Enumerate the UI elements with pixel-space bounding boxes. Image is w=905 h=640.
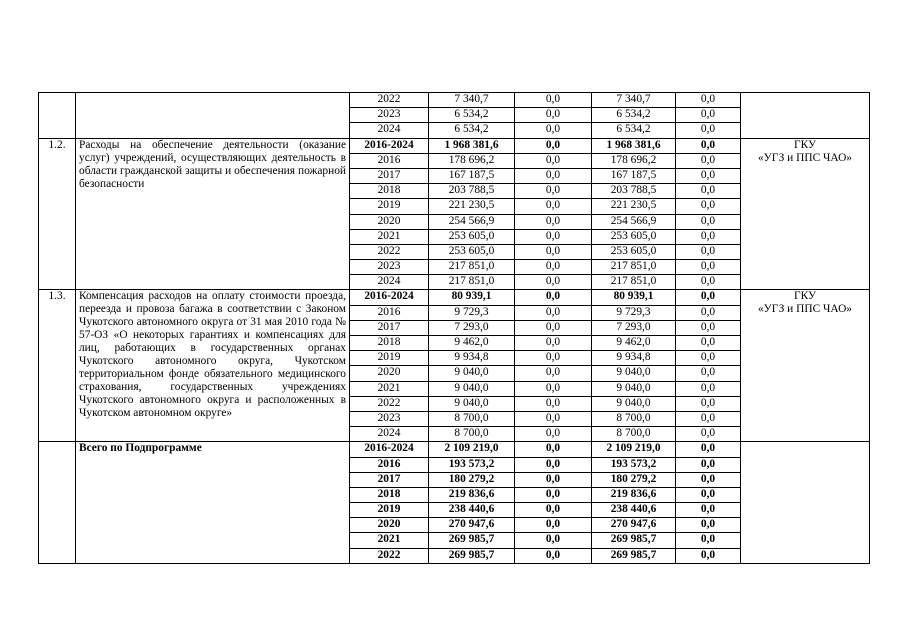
other-cell: 0,0 bbox=[676, 260, 741, 275]
year-cell: 2020 bbox=[350, 518, 429, 533]
regional-cell: 167 187,5 bbox=[592, 168, 676, 183]
regional-cell: 9 040,0 bbox=[592, 366, 676, 381]
year-cell: 2016 bbox=[350, 457, 429, 472]
regional-cell: 8 700,0 bbox=[592, 427, 676, 442]
year-cell: 2021 bbox=[350, 229, 429, 244]
federal-cell: 0,0 bbox=[515, 320, 592, 335]
other-cell: 0,0 bbox=[676, 411, 741, 426]
other-cell: 0,0 bbox=[676, 366, 741, 381]
other-cell: 0,0 bbox=[676, 184, 741, 199]
total-row bbox=[39, 442, 870, 457]
year-cell: 2016 bbox=[350, 153, 429, 168]
regional-cell: 217 851,0 bbox=[592, 260, 676, 275]
federal-cell: 0,0 bbox=[515, 108, 592, 123]
regional-cell: 203 788,5 bbox=[592, 184, 676, 199]
other-cell: 0,0 bbox=[676, 199, 741, 214]
funding-table bbox=[38, 92, 870, 564]
federal-cell: 0,0 bbox=[515, 442, 592, 457]
total-cell: 180 279,2 bbox=[429, 472, 515, 487]
total-cell: 178 696,2 bbox=[429, 153, 515, 168]
other-cell: 0,0 bbox=[676, 381, 741, 396]
year-cell: 2016-2024 bbox=[350, 290, 429, 305]
year-cell: 2023 bbox=[350, 108, 429, 123]
table-row bbox=[39, 290, 870, 305]
federal-cell: 0,0 bbox=[515, 244, 592, 259]
federal-cell: 0,0 bbox=[515, 518, 592, 533]
regional-cell: 7 293,0 bbox=[592, 320, 676, 335]
other-cell: 0,0 bbox=[676, 396, 741, 411]
other-cell: 0,0 bbox=[676, 138, 741, 153]
regional-cell: 193 573,2 bbox=[592, 457, 676, 472]
executor-cell bbox=[741, 442, 870, 564]
description-cell bbox=[76, 93, 350, 139]
regional-cell: 9 040,0 bbox=[592, 381, 676, 396]
total-cell: 9 040,0 bbox=[429, 381, 515, 396]
other-cell: 0,0 bbox=[676, 229, 741, 244]
total-cell: 9 040,0 bbox=[429, 396, 515, 411]
regional-cell: 253 605,0 bbox=[592, 244, 676, 259]
table-row bbox=[39, 138, 870, 153]
other-cell: 0,0 bbox=[676, 93, 741, 108]
table-row bbox=[39, 93, 870, 108]
regional-cell: 9 462,0 bbox=[592, 336, 676, 351]
regional-cell: 2 109 219,0 bbox=[592, 442, 676, 457]
federal-cell: 0,0 bbox=[515, 427, 592, 442]
federal-cell: 0,0 bbox=[515, 260, 592, 275]
other-cell: 0,0 bbox=[676, 305, 741, 320]
other-cell: 0,0 bbox=[676, 244, 741, 259]
regional-cell: 6 534,2 bbox=[592, 108, 676, 123]
year-cell: 2022 bbox=[350, 396, 429, 411]
regional-cell: 221 230,5 bbox=[592, 199, 676, 214]
other-cell: 0,0 bbox=[676, 487, 741, 502]
other-cell: 0,0 bbox=[676, 153, 741, 168]
year-cell: 2022 bbox=[350, 548, 429, 563]
year-cell: 2018 bbox=[350, 487, 429, 502]
other-cell: 0,0 bbox=[676, 108, 741, 123]
federal-cell: 0,0 bbox=[515, 503, 592, 518]
year-cell: 2017 bbox=[350, 472, 429, 487]
federal-cell: 0,0 bbox=[515, 153, 592, 168]
other-cell: 0,0 bbox=[676, 290, 741, 305]
total-cell: 167 187,5 bbox=[429, 168, 515, 183]
regional-cell: 180 279,2 bbox=[592, 472, 676, 487]
total-cell: 253 605,0 bbox=[429, 229, 515, 244]
total-cell: 254 566,9 bbox=[429, 214, 515, 229]
federal-cell: 0,0 bbox=[515, 184, 592, 199]
year-cell: 2016-2024 bbox=[350, 138, 429, 153]
year-cell: 2018 bbox=[350, 184, 429, 199]
table-body bbox=[39, 93, 870, 564]
regional-cell: 269 985,7 bbox=[592, 548, 676, 563]
regional-cell: 219 836,6 bbox=[592, 487, 676, 502]
regional-cell: 178 696,2 bbox=[592, 153, 676, 168]
other-cell: 0,0 bbox=[676, 320, 741, 335]
executor-line: «УГЗ и ППС ЧАО» bbox=[757, 303, 852, 316]
other-cell: 0,0 bbox=[676, 457, 741, 472]
federal-cell: 0,0 bbox=[515, 487, 592, 502]
executor-cell bbox=[741, 93, 870, 139]
total-cell: 219 836,6 bbox=[429, 487, 515, 502]
total-cell: 253 605,0 bbox=[429, 244, 515, 259]
federal-cell: 0,0 bbox=[515, 366, 592, 381]
regional-cell: 254 566,9 bbox=[592, 214, 676, 229]
total-cell: 9 040,0 bbox=[429, 366, 515, 381]
year-cell: 2024 bbox=[350, 427, 429, 442]
regional-cell: 269 985,7 bbox=[592, 533, 676, 548]
other-cell: 0,0 bbox=[676, 518, 741, 533]
federal-cell: 0,0 bbox=[515, 199, 592, 214]
total-cell: 269 985,7 bbox=[429, 533, 515, 548]
federal-cell: 0,0 bbox=[515, 168, 592, 183]
executor-cell bbox=[741, 290, 870, 442]
year-cell: 2018 bbox=[350, 336, 429, 351]
other-cell: 0,0 bbox=[676, 442, 741, 457]
other-cell: 0,0 bbox=[676, 472, 741, 487]
year-cell: 2024 bbox=[350, 275, 429, 290]
federal-cell: 0,0 bbox=[515, 93, 592, 108]
description-cell: Расходы на обеспечение деятельности (оказание услуг) учреждений, осуществляющих деятельность в области гражданской защиты и обеспечения пожарной безопасности bbox=[76, 138, 350, 290]
year-cell: 2023 bbox=[350, 411, 429, 426]
other-cell: 0,0 bbox=[676, 427, 741, 442]
total-cell: 8 700,0 bbox=[429, 411, 515, 426]
federal-cell: 0,0 bbox=[515, 533, 592, 548]
federal-cell: 0,0 bbox=[515, 351, 592, 366]
federal-cell: 0,0 bbox=[515, 305, 592, 320]
other-cell: 0,0 bbox=[676, 214, 741, 229]
regional-cell: 9 040,0 bbox=[592, 396, 676, 411]
executor-line: «УГЗ и ППС ЧАО» bbox=[757, 151, 852, 164]
total-cell: 2 109 219,0 bbox=[429, 442, 515, 457]
total-label-cell: Всего по Подпрограмме bbox=[76, 442, 350, 564]
year-cell: 2016 bbox=[350, 305, 429, 320]
total-cell: 9 462,0 bbox=[429, 336, 515, 351]
other-cell: 0,0 bbox=[676, 503, 741, 518]
federal-cell: 0,0 bbox=[515, 396, 592, 411]
total-cell: 217 851,0 bbox=[429, 275, 515, 290]
regional-cell: 1 968 381,6 bbox=[592, 138, 676, 153]
total-cell: 193 573,2 bbox=[429, 457, 515, 472]
regional-cell: 238 440,6 bbox=[592, 503, 676, 518]
federal-cell: 0,0 bbox=[515, 381, 592, 396]
document-page bbox=[38, 92, 869, 564]
federal-cell: 0,0 bbox=[515, 229, 592, 244]
total-cell: 8 700,0 bbox=[429, 427, 515, 442]
other-cell: 0,0 bbox=[676, 336, 741, 351]
total-cell: 6 534,2 bbox=[429, 123, 515, 138]
federal-cell: 0,0 bbox=[515, 548, 592, 563]
executor-line: ГКУ bbox=[793, 138, 817, 151]
year-cell: 2021 bbox=[350, 533, 429, 548]
total-cell: 7 293,0 bbox=[429, 320, 515, 335]
regional-cell: 6 534,2 bbox=[592, 123, 676, 138]
federal-cell: 0,0 bbox=[515, 411, 592, 426]
row-number-cell: 1.2. bbox=[39, 138, 76, 290]
other-cell: 0,0 bbox=[676, 548, 741, 563]
regional-cell: 217 851,0 bbox=[592, 275, 676, 290]
row-number-cell bbox=[39, 93, 76, 139]
federal-cell: 0,0 bbox=[515, 275, 592, 290]
year-cell: 2019 bbox=[350, 351, 429, 366]
other-cell: 0,0 bbox=[676, 533, 741, 548]
federal-cell: 0,0 bbox=[515, 123, 592, 138]
year-cell: 2023 bbox=[350, 260, 429, 275]
total-cell: 269 985,7 bbox=[429, 548, 515, 563]
regional-cell: 80 939,1 bbox=[592, 290, 676, 305]
total-cell: 7 340,7 bbox=[429, 93, 515, 108]
year-cell: 2017 bbox=[350, 320, 429, 335]
federal-cell: 0,0 bbox=[515, 457, 592, 472]
year-cell: 2024 bbox=[350, 123, 429, 138]
federal-cell: 0,0 bbox=[515, 214, 592, 229]
regional-cell: 9 934,8 bbox=[592, 351, 676, 366]
federal-cell: 0,0 bbox=[515, 336, 592, 351]
year-cell: 2020 bbox=[350, 366, 429, 381]
regional-cell: 8 700,0 bbox=[592, 411, 676, 426]
year-cell: 2019 bbox=[350, 503, 429, 518]
regional-cell: 253 605,0 bbox=[592, 229, 676, 244]
executor-line: ГКУ bbox=[793, 290, 817, 303]
other-cell: 0,0 bbox=[676, 351, 741, 366]
federal-cell: 0,0 bbox=[515, 138, 592, 153]
year-cell: 2021 bbox=[350, 381, 429, 396]
regional-cell: 9 729,3 bbox=[592, 305, 676, 320]
total-cell: 221 230,5 bbox=[429, 199, 515, 214]
row-number-cell: 1.3. bbox=[39, 290, 76, 442]
total-cell: 203 788,5 bbox=[429, 184, 515, 199]
year-cell: 2020 bbox=[350, 214, 429, 229]
other-cell: 0,0 bbox=[676, 123, 741, 138]
year-cell: 2022 bbox=[350, 93, 429, 108]
regional-cell: 7 340,7 bbox=[592, 93, 676, 108]
total-cell: 1 968 381,6 bbox=[429, 138, 515, 153]
regional-cell: 270 947,6 bbox=[592, 518, 676, 533]
executor-cell bbox=[741, 138, 870, 290]
federal-cell: 0,0 bbox=[515, 472, 592, 487]
total-cell: 238 440,6 bbox=[429, 503, 515, 518]
year-cell: 2016-2024 bbox=[350, 442, 429, 457]
total-cell: 80 939,1 bbox=[429, 290, 515, 305]
other-cell: 0,0 bbox=[676, 168, 741, 183]
total-cell: 9 729,3 bbox=[429, 305, 515, 320]
total-cell: 9 934,8 bbox=[429, 351, 515, 366]
total-cell: 270 947,6 bbox=[429, 518, 515, 533]
year-cell: 2019 bbox=[350, 199, 429, 214]
description-cell: Компенсация расходов на оплату стоимости проезда, переезда и провоза багажа в соответствии с Законом Чукотского автономного округа от 31 мая 2010 года № 57-ОЗ «О некоторых гарантиях и компенсациях для лиц, работающих в государственных органах Чукотского автономного округа, Чукотском территориальном фонде обязательного медицинского страхования, государственных учреждениях Чукотского автономного округа и расположенных в Чукотском автономном округе» bbox=[76, 290, 350, 442]
federal-cell: 0,0 bbox=[515, 290, 592, 305]
year-cell: 2017 bbox=[350, 168, 429, 183]
other-cell: 0,0 bbox=[676, 275, 741, 290]
row-number-cell bbox=[39, 442, 76, 564]
total-cell: 6 534,2 bbox=[429, 108, 515, 123]
total-cell: 217 851,0 bbox=[429, 260, 515, 275]
year-cell: 2022 bbox=[350, 244, 429, 259]
